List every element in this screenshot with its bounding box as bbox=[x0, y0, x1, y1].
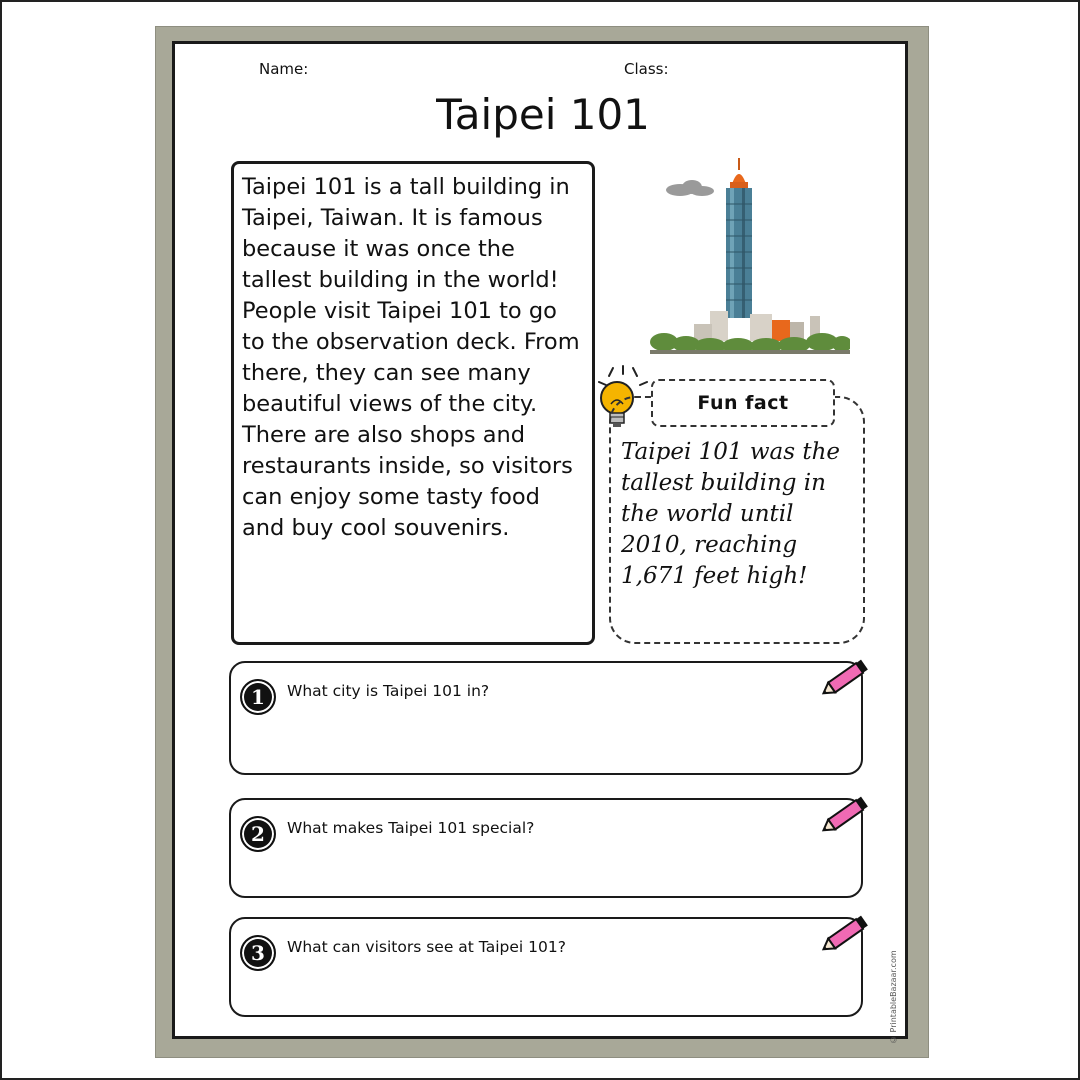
fun-fact-line: 2010, reaching bbox=[621, 532, 798, 558]
fun-fact-line: 1,671 feet high! bbox=[621, 563, 808, 589]
fun-fact-line: the world until bbox=[621, 501, 794, 527]
copyright-text: © PrintableBazaar.com bbox=[889, 950, 898, 1044]
passage-line: restaurants inside, so visitors bbox=[242, 453, 573, 479]
passage-line: beautiful views of the city. bbox=[242, 391, 538, 417]
question-number-badge: 1 bbox=[240, 679, 276, 715]
question-2-answer-box[interactable] bbox=[229, 798, 863, 898]
passage-line: People visit Taipei 101 to go bbox=[242, 298, 557, 324]
question-3-text: What can visitors see at Taipei 101? bbox=[287, 938, 566, 956]
fun-fact-line: Taipei 101 was the bbox=[621, 439, 841, 465]
name-label: Name: bbox=[259, 60, 309, 78]
question-3-answer-box[interactable] bbox=[229, 917, 863, 1017]
question-1-answer-box[interactable] bbox=[229, 661, 863, 775]
passage-line: and buy cool souvenirs. bbox=[242, 515, 510, 541]
passage-line: Taipei, Taiwan. It is famous bbox=[242, 205, 543, 231]
passage-line: to the observation deck. From bbox=[242, 329, 580, 355]
worksheet-page bbox=[172, 41, 908, 1044]
question-number-badge: 3 bbox=[240, 935, 276, 971]
question-number-badge: 2 bbox=[240, 816, 276, 852]
worksheet-mat bbox=[155, 26, 929, 1058]
page-title: Taipei 101 bbox=[436, 90, 650, 139]
passage-line: tallest building in the world! bbox=[242, 267, 559, 293]
passage-line: because it was once the bbox=[242, 236, 515, 262]
pencil-icon bbox=[819, 653, 875, 703]
reading-passage bbox=[231, 161, 595, 645]
passage-line: Taipei 101 is a tall building in bbox=[242, 174, 570, 200]
fun-fact-heading: Fun fact bbox=[651, 379, 835, 427]
question-2-text: What makes Taipei 101 special? bbox=[287, 819, 535, 837]
fun-fact-line: tallest building in bbox=[621, 470, 826, 496]
pencil-icon bbox=[819, 790, 875, 840]
taipei-101-tower-illustration bbox=[650, 156, 850, 361]
class-label: Class: bbox=[624, 60, 669, 78]
passage-line: there, they can see many bbox=[242, 360, 531, 386]
pencil-icon bbox=[819, 909, 875, 959]
fun-fact-text bbox=[621, 437, 857, 592]
question-1-text: What city is Taipei 101 in? bbox=[287, 682, 490, 700]
passage-line: There are also shops and bbox=[242, 422, 526, 448]
passage-line: can enjoy some tasty food bbox=[242, 484, 540, 510]
